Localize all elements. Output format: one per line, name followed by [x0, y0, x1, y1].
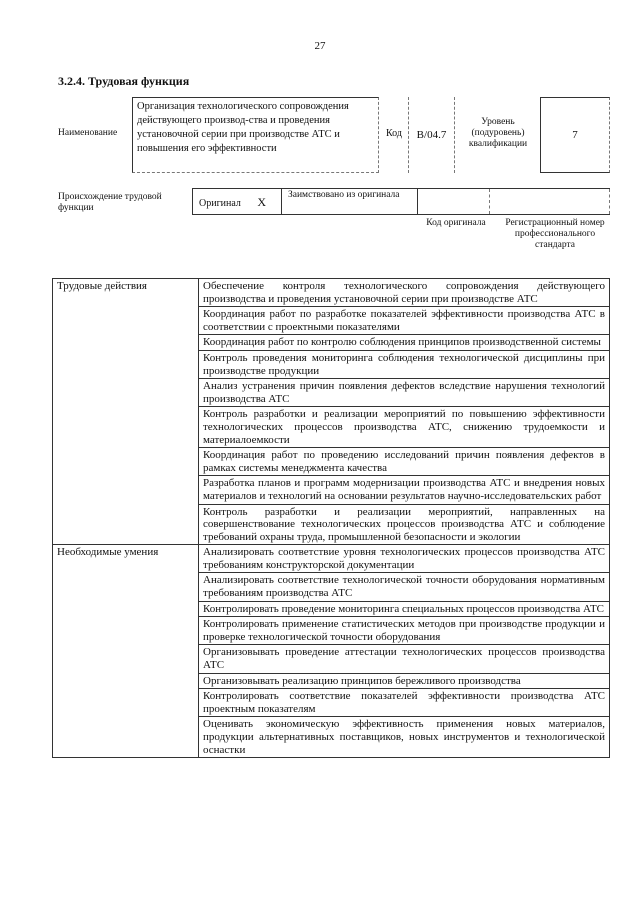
section-item: Контроль разработки и реализации мероприятий, направленных на совершенствование технологических процессов производства АТС и соблюдение требований охраны труда, промышленной безопасности и экологии [199, 504, 610, 545]
function-table [52, 278, 610, 758]
code-label: Код [386, 128, 402, 139]
section-item: Контролировать соответствие показателей эффективности производства АТС проектным показателям [199, 689, 610, 717]
section-item: Обеспечение контроля технологического сопровождения действующего производства и проведения установочной серии при производстве АТС [199, 279, 610, 307]
name-label: Наименование [58, 128, 118, 138]
reg-number-cell [490, 189, 610, 214]
section-item: Оценивать экономическую эффективность применения новых материалов, продукции альтернативных поставщиков, новых инструментов и технологической оснастки [199, 717, 610, 758]
original-code-cell [418, 189, 490, 214]
section-item: Контролировать проведение мониторинга специальных процессов производства АТС [199, 601, 610, 617]
section-item: Контроль разработки и реализации мероприятий по повышению эффективности технологических процессов производства АТС, снижению трудоемкости и материалоемкости [199, 407, 610, 448]
original-cell [192, 189, 282, 214]
section-item: Разработка планов и программ модернизации производства АТС и внедрения новых материалов и технологий на основании результатов научно-исследовательских работ [199, 476, 610, 504]
function-table-body [53, 279, 610, 758]
origin-row [192, 188, 610, 215]
section-item: Организовывать проведение аттестации технологических процессов производства АТС [199, 645, 610, 673]
reg-number-caption: Регистрационный номер профессионального стандарта [505, 218, 605, 250]
section-title: Трудовые действия [53, 279, 199, 545]
section-title: Необходимые умения [53, 545, 199, 758]
table-row [53, 279, 610, 307]
page-number: 27 [314, 40, 326, 52]
original-mark: X [257, 195, 267, 209]
code-value: B/04.7 [408, 97, 455, 173]
section-item: Анализировать соответствие технологической точности оборудования нормативным требованиям производства АТС [199, 573, 610, 601]
section-item: Координация работ по проведению исследований причин появления дефектов в рамках системы менеджмента качества [199, 448, 610, 476]
borrowed-label: Заимствовано из оригинала [282, 189, 418, 214]
level-label: Уровень (подуровень) квалификации [468, 117, 528, 149]
table-row [53, 545, 610, 573]
level-value: 7 [540, 97, 610, 173]
section-item: Координация работ по разработке показателей эффективности производства АТС в соответствии с проектными показателями [199, 307, 610, 335]
function-name-field: Организация технологического сопровождения действующего производ-ства и проведения установочной серии при производстве АТС и повышения его эффективности [132, 97, 379, 173]
original-code-caption: Код оригинала [426, 218, 486, 228]
original-label: Оригинал [199, 198, 241, 209]
section-item: Анализировать соответствие уровня технологических процессов производства АТС требованиям конструкторской документации [199, 545, 610, 573]
section-item: Анализ устранения причин появления дефектов вследствие нарушения технологий производства АТС [199, 379, 610, 407]
section-item: Координация работ по контролю соблюдения принципов производственной системы [199, 335, 610, 351]
section-item: Контролировать применение статистических методов при производстве продукции и проверке технологической точности оборудования [199, 617, 610, 645]
section-heading: 3.2.4. Трудовая функция [58, 74, 190, 88]
section-item: Контроль проведения мониторинга соблюдения технологической дисциплины при производстве продукции [199, 350, 610, 378]
origin-label: Происхождение трудовой функции [58, 192, 162, 213]
section-item: Организовывать реализацию принципов бережливого производства [199, 673, 610, 689]
